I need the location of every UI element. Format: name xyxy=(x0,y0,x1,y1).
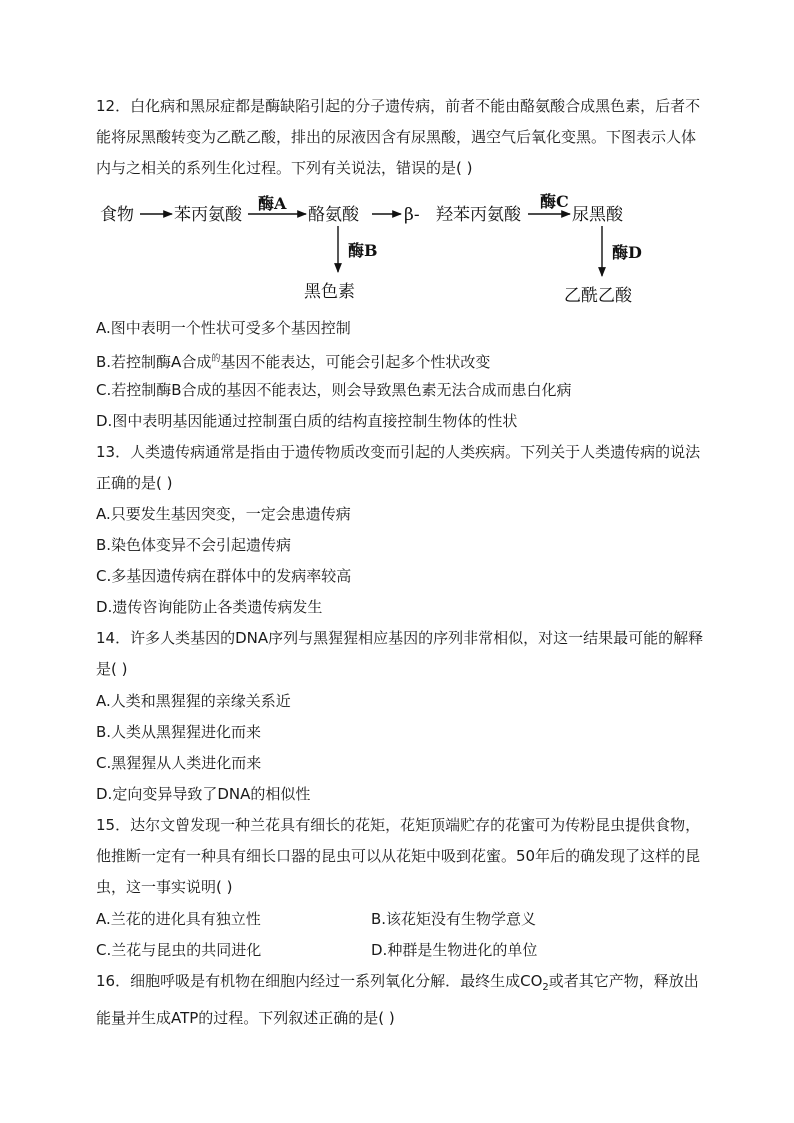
label-enzyme-c: 酶C xyxy=(540,192,569,211)
node-food: 食物 xyxy=(100,205,134,225)
question-15-stem: 15．达尔文曾发现一种兰花具有细长的花矩，花矩顶端贮存的花蜜可为传粉昆虫提供食物，他推断一定有一种具有细长口器的昆虫可以从花矩中吸到花蜜。50年后的确发现了这样的昆虫，这一事实说明( ) xyxy=(96,816,701,896)
option-b-superscript: 的 xyxy=(211,354,221,364)
question-15-option-c: C.兰花与昆虫的共同进化 xyxy=(96,941,262,959)
question-12-option-b xyxy=(96,344,490,378)
question-14-stem: 14．许多人类基因的DNA序列与黑猩猩相应基因的序列非常相似，对这一结果最可能的解释是( ) xyxy=(96,629,704,678)
option-b-text-part1: B.若控制酶A合成 xyxy=(96,353,212,371)
node-homogentisic-acid: 尿黑酸 xyxy=(572,205,623,225)
question-14-option-a: A.人类和黑猩猩的亲缘关系近 xyxy=(96,692,291,710)
question-15-option-b: B.该花矩没有生物学意义 xyxy=(371,910,537,928)
node-phenylalanine: 苯丙氨酸 xyxy=(174,205,242,225)
question-13-option-b: B.染色体变异不会引起遗传病 xyxy=(96,536,292,554)
node-acetoacetic-acid: 乙酰乙酸 xyxy=(564,286,632,306)
question-16-text-part1: 16．细胞呼吸是有机物在细胞内经过一系列氧化分解．最终生成CO xyxy=(96,972,543,990)
question-15-option-a: A.兰花的进化具有独立性 xyxy=(96,910,261,928)
node-melanin: 黑色素 xyxy=(304,282,355,302)
question-12-option-d: D.图中表明基因能通过控制蛋白质的结构直接控制生物体的性状 xyxy=(96,412,518,430)
question-14-option-c: C.黑猩猩从人类进化而来 xyxy=(96,754,262,772)
question-16-stem xyxy=(96,966,706,1034)
node-tyrosine: 酪氨酸 xyxy=(308,205,359,225)
question-12-stem: 12．白化病和黑尿症都是酶缺陷引起的分子遗传病，前者不能由酪氨酸合成黑色素，后者不能将尿黑酸转变为乙酰乙酸，排出的尿液因含有尿黑酸，遇空气后氧化变黑。下图表示人体内与之相关的系列生化过程。下列有关说法，错误的是( ) xyxy=(96,97,701,177)
question-12-option-a: A.图中表明一个性状可受多个基因控制 xyxy=(96,319,351,337)
question-13-stem: 13．人类遗传病通常是指由于遗传物质改变而引起的人类疾病。下列关于人类遗传病的说法正确的是( ) xyxy=(96,443,701,492)
node-hydroxyphenylalanine: 羟苯丙氨酸 xyxy=(436,205,521,225)
question-12-option-c: C.若控制酶B合成的基因不能表达，则会导致黑色素无法合成而患白化病 xyxy=(96,381,572,399)
question-15-option-d: D.种群是生物进化的单位 xyxy=(371,941,538,959)
question-14-option-d: D.定向变异导致了DNA的相似性 xyxy=(96,785,311,803)
label-enzyme-a: 酶A xyxy=(258,194,287,213)
question-14-option-b: B.人类从黑猩猩进化而来 xyxy=(96,723,262,741)
question-13-option-c: C.多基因遗传病在群体中的发病率较高 xyxy=(96,567,352,585)
biochemical-pathway-diagram xyxy=(96,190,716,310)
label-enzyme-b: 酶B xyxy=(348,241,378,260)
node-beta-prefix: β- xyxy=(404,205,420,225)
option-b-text-part2: 基因不能表达，可能会引起多个性状改变 xyxy=(220,353,491,371)
question-13-option-a: A.只要发生基因突变，一定会患遗传病 xyxy=(96,505,351,523)
co2-subscript: 2 xyxy=(542,982,549,993)
question-16-text-part2: 或者其它产物，释放出能量并生成ATP的过程。下列叙述正确的是( ) xyxy=(96,972,699,1027)
question-13-option-d: D.遗传咨询能防止各类遗传病发生 xyxy=(96,598,323,616)
label-enzyme-d: 酶D xyxy=(612,243,642,262)
